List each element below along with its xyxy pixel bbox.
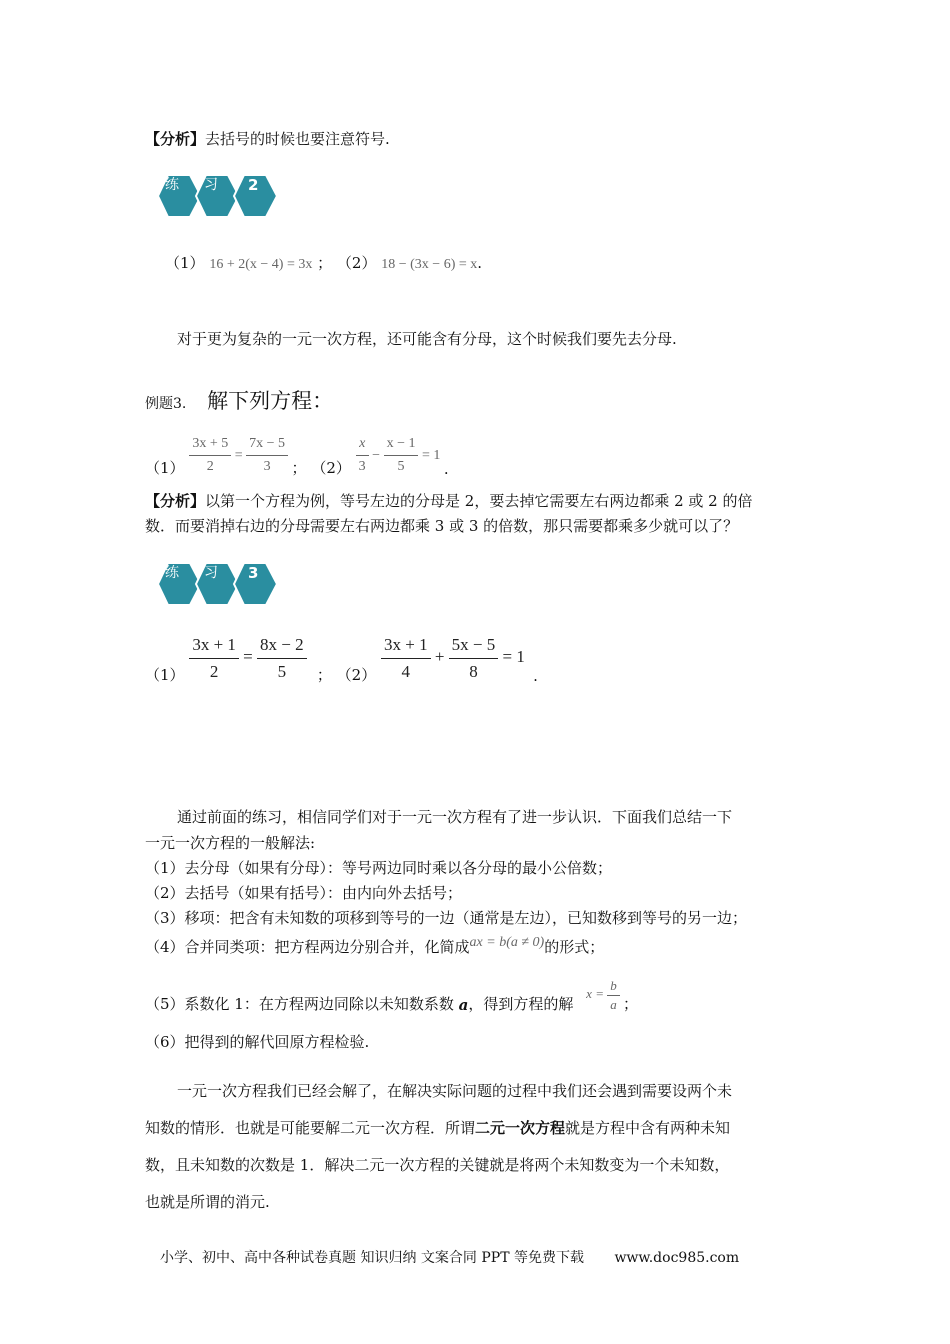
equation: 16 + 2(x − 4) = 3x bbox=[209, 257, 313, 272]
fraction bbox=[257, 632, 307, 685]
fraction bbox=[381, 632, 431, 685]
step: （3）移项：把含有未知数的项移到等号的一边（通常是左边），已知数移到等号的另一边； bbox=[145, 909, 748, 927]
problem-label: （1） bbox=[145, 666, 185, 684]
analysis-label: 【分析】 bbox=[145, 130, 206, 148]
analysis-line: 数．而要消掉右边的分母需要左右两边都乘 3 或 3 的倍数，那只需要都乘多少就可以了？ bbox=[145, 517, 739, 535]
closing-text: 知数的情形．也就是可能要解二元一次方程．所谓 bbox=[145, 1119, 476, 1137]
fraction bbox=[189, 632, 239, 685]
operator: = bbox=[243, 647, 253, 667]
closing-text: 就是方程中含有两种未知 bbox=[565, 1119, 731, 1137]
numerator: 7x − 5 bbox=[246, 433, 288, 456]
closing-line bbox=[145, 1117, 730, 1138]
problem-label: （2） bbox=[336, 254, 377, 272]
denominator: 5 bbox=[397, 459, 405, 474]
analysis-line bbox=[145, 490, 753, 511]
closing-line: 一元一次方程我们已经会解了，在解决实际问题的过程中我们还会遇到需要设两个未 bbox=[177, 1082, 733, 1100]
step-text: （4）合并同类项：把方程两边分别合并，化简成 bbox=[145, 938, 470, 956]
practice-badge-3 bbox=[155, 558, 280, 610]
fraction bbox=[189, 433, 231, 478]
example-title: 解下列方程： bbox=[207, 389, 334, 413]
footer bbox=[160, 1247, 739, 1267]
numerator: 3x + 5 bbox=[189, 433, 231, 456]
step-text: 的形式； bbox=[544, 938, 605, 956]
step: （2）去括号（如果有括号）：由内向外去括号； bbox=[145, 884, 463, 902]
step bbox=[145, 977, 638, 1025]
numerator: 3x + 1 bbox=[381, 632, 431, 659]
equation: 18 − (3x − 6) = x bbox=[381, 257, 478, 272]
analysis-line bbox=[145, 128, 390, 149]
operator: + bbox=[434, 647, 445, 667]
closing-line: 也就是所谓的消元. bbox=[145, 1193, 270, 1211]
step-text: ，得到方程的解 bbox=[468, 995, 574, 1013]
denominator: 2 bbox=[209, 662, 219, 681]
denominator: 5 bbox=[277, 662, 287, 681]
summary-intro: 一元一次方程的一般解法: bbox=[145, 834, 316, 852]
numerator: 5x − 5 bbox=[449, 632, 499, 659]
numerator: x bbox=[356, 433, 369, 456]
numerator: x − 1 bbox=[384, 433, 419, 456]
lhs: x = bbox=[586, 986, 604, 1002]
example-heading bbox=[145, 385, 333, 415]
equation: ax = b(a ≠ 0) bbox=[469, 935, 545, 950]
fraction bbox=[356, 433, 369, 478]
practice-badge-2 bbox=[155, 170, 280, 222]
rhs: = 1 bbox=[421, 447, 441, 463]
rhs: = 1 bbox=[502, 647, 525, 667]
fraction bbox=[384, 433, 419, 478]
badge-number: 2 bbox=[248, 176, 259, 194]
step: （1）去分母（如果有分母）：等号两边同时乘以各分母的最小公倍数； bbox=[145, 859, 613, 877]
problem-label: （1） bbox=[145, 459, 185, 477]
practice-3-equations bbox=[145, 632, 538, 690]
paragraph: 对于更为复杂的一元一次方程，还可能含有分母，这个时候我们要先去分母. bbox=[177, 330, 677, 348]
fraction bbox=[449, 632, 499, 685]
fraction bbox=[246, 433, 288, 478]
separator: ； bbox=[316, 666, 332, 684]
step bbox=[145, 936, 604, 957]
period: . bbox=[533, 667, 538, 685]
denominator: 8 bbox=[469, 662, 478, 681]
problem-label: （2） bbox=[336, 666, 377, 684]
analysis-text: 以第一个方程为例，等号左边的分母是 2，要去掉它需要左右两边都乘 2 或 2 的倍 bbox=[205, 492, 753, 510]
step: （6）把得到的解代回原方程检验. bbox=[145, 1033, 370, 1051]
term-highlight: 二元一次方程 bbox=[475, 1119, 566, 1137]
badge-number: 3 bbox=[248, 564, 259, 582]
problem-label: （1） bbox=[165, 254, 205, 272]
badge-char: 习 bbox=[204, 177, 218, 193]
example-3-equations bbox=[145, 433, 449, 485]
fraction bbox=[607, 977, 620, 1014]
separator: ； bbox=[291, 459, 307, 477]
denominator: 2 bbox=[206, 459, 214, 474]
summary-intro: 通过前面的练习，相信同学们对于一元一次方程有了进一步认识．下面我们总结一下 bbox=[177, 808, 733, 826]
operator: = bbox=[234, 447, 243, 463]
period: . bbox=[443, 460, 449, 478]
variable: a bbox=[458, 996, 469, 1014]
denominator: 3 bbox=[358, 459, 366, 474]
numerator: b bbox=[607, 977, 620, 996]
badge-char: 习 bbox=[204, 565, 218, 581]
period: . bbox=[477, 254, 483, 272]
practice-2-line bbox=[165, 252, 482, 273]
footer-url[interactable]: www.doc985.com bbox=[614, 1250, 740, 1266]
step-text: ； bbox=[622, 995, 638, 1013]
badge-char: 练 bbox=[165, 565, 179, 581]
denominator: 3 bbox=[263, 459, 271, 474]
step-text: （5）系数化 1：在方程两边同除以未知数系数 bbox=[145, 995, 459, 1013]
example-label: 例题3. bbox=[145, 396, 187, 412]
separator: ； bbox=[317, 254, 333, 272]
problem-label: （2） bbox=[311, 459, 351, 477]
analysis-label: 【分析】 bbox=[145, 492, 206, 510]
numerator: 8x − 2 bbox=[257, 632, 307, 659]
numerator: 3x + 1 bbox=[189, 632, 239, 659]
denominator: 4 bbox=[401, 662, 411, 681]
analysis-text: 去括号的时候也要注意符号. bbox=[205, 130, 390, 148]
footer-text: 小学、初中、高中各种试卷真题 知识归纳 文案合同 PPT 等免费下载 bbox=[160, 1250, 584, 1266]
operator: − bbox=[372, 447, 381, 463]
denominator: a bbox=[610, 997, 617, 1012]
closing-line: 数，且未知数的次数是 1．解决二元一次方程的关键就是将两个未知数变为一个未知数， bbox=[145, 1156, 730, 1174]
badge-char: 练 bbox=[165, 177, 179, 193]
